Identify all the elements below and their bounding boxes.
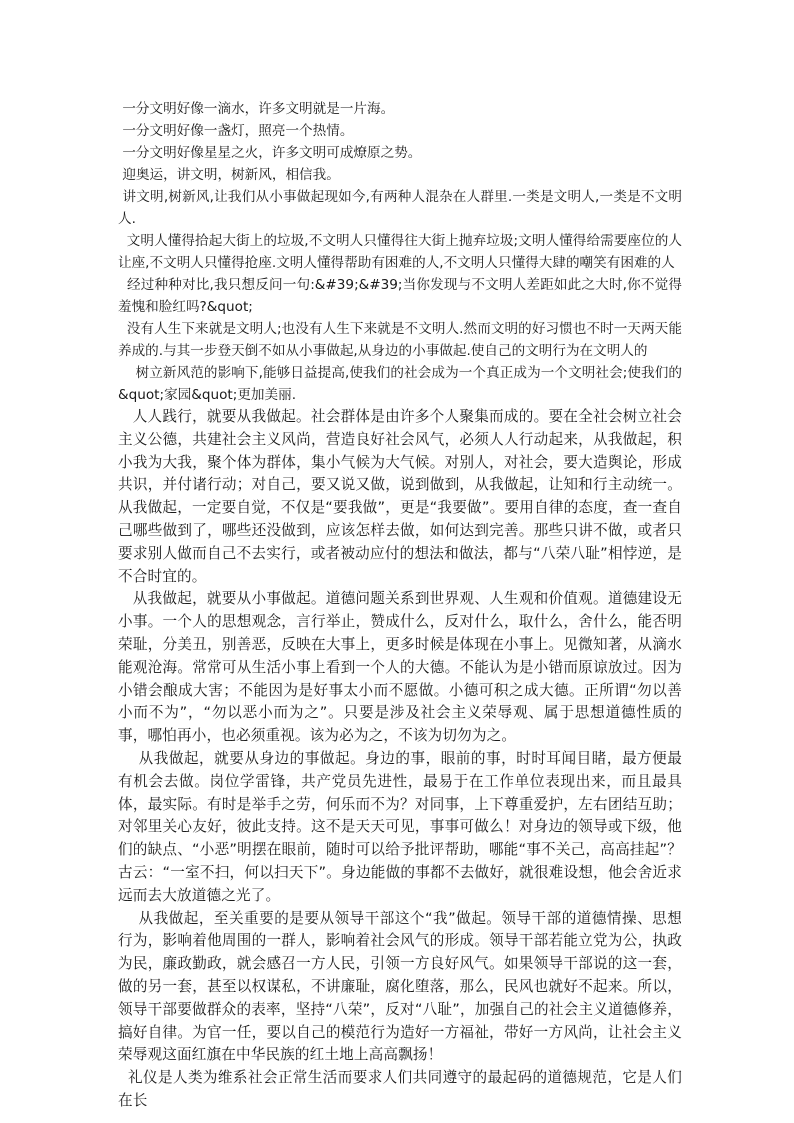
paragraph-2: 一分文明好像一盏灯，照亮一个热情。 [118, 123, 354, 139]
paragraph-11: 从我做起，就要从小事做起。道德问题关系到世界观、人生观和价值观。道德建设无小事。一个人的思想观念，言行举止，赞成什么，反对什么，取什么，舍什么，能否明荣耻，分美丑，别善恶，反映在大事上，更多时候是体现在小事上。见微知著，从滴水能观沧海。常常可从生活小事上看到一个人的大德。不能认为是小错而原谅放过。因为小错会酿成大害；不能因为是好事太小而不愿做。小德可积之成大德。正所谓“勿以善小而不为”，“勿以恶小而为之”。只要是涉及社会主义荣辱观、属于思想道德性质的事，哪怕再小，也必须重视。该为必为之，不该为切勿为之。 [118, 590, 682, 745]
paragraph-5: 讲文明,树新风,让我们从小事做起现如今,有两种人混杂在人群里.一类是文明人,一类是不文明人. [118, 189, 683, 227]
paragraph-13: 从我做起，至关重要的是要从领导干部这个“我”做起。领导干部的道德情操、思想行为，影响着他周围的一群人，影响着社会风气的形成。领导干部若能立党为公，执政为民，廉政勤政，就会感召一方人民，引领一方良好风气。如果领导干部说的这一套，做的另一套，甚至以权谋私，不讲廉耻，腐化堕落，那么，民风也就好不起来。所以，领导干部要做群众的表率，坚持“八荣”，反对“八耻”，加强自己的社会主义道德修养，搞好自律。为官一任，要以自己的模范行为造好一方福祉，带好一方风尚，让社会主义荣辱观这面红旗在中华民族的红土地上高高飘扬！ [118, 909, 682, 1064]
paragraph-1: 一分文明好像一滴水，许多文明就是一片海。 [118, 101, 395, 117]
paragraph-14: 礼仪是人类为维系社会正常生活而要求人们共同遵守的最起码的道德规范，它是人们在长 [118, 1069, 682, 1109]
paragraph-4: 迎奥运，讲文明，树新风，相信我。 [118, 167, 340, 183]
paragraph-8: 没有人生下来就是文明人;也没有人生下来就是不文明人.然而文明的好习惯也不时一天两天能养成的.与其一步登天倒不如从小事做起,从身边的小事做起.使自己的文明行为在文明人的 [118, 321, 682, 359]
document-body [118, 98, 682, 1113]
paragraph-10: 人人践行，就要从我做起。社会群体是由许多个人聚集而成的。要在全社会树立社会主义公德，共建社会主义风尚，营造良好社会风气，必须人人行动起来，从我做起，积小我为大我，聚个体为群体，集小气候为大气候。对别人，对社会，要大造舆论，形成共识，并付诸行动；对自己，要又说又做，说到做到，从我做起，让知和行主动统一。从我做起，一定要自觉，不仅是“要我做”，更是“我要做”。要用自律的态度，查一查自己哪些做到了，哪些还没做到，应该怎样去做，如何达到完善。那些只讲不做，或者只要求别人做而自己不去实行，或者被动应付的想法和做法，都与“八荣八耻”相悖逆，是不合时宜的。 [118, 408, 682, 585]
paragraph-3: 一分文明好像星星之火，许多文明可成燎原之势。 [118, 145, 422, 161]
paragraph-12: 从我做起，就要从身边的事做起。身边的事，眼前的事，时时耳闻目睹，最方便最有机会去做。岗位学雷锋，共产党员先进性，最易于在工作单位表现出来，而且最具体，最实际。有时是举手之劳，何乐而不为？对同事，上下尊重爱护，左右团结互助；对邻里关心友好，彼此支持。这不是天天可见，事事可做么！对身边的领导或下级，他们的缺点、“小恶”明摆在眼前，随时可以给予批评帮助，哪能“事不关己，高高挂起”？古云：“一室不扫，何以扫天下”。身边能做的事都不去做好，就很难设想，他会舍近求远而去大放道德之光了。 [118, 749, 683, 904]
paragraph-9: 树立新风范的影响下,能够日益提高,使我们的社会成为一个真正成为一个文明社会;使我们的&quot;家园&quot;更加美丽. [118, 365, 682, 403]
paragraph-6: 文明人懂得拾起大街上的垃圾,不文明人只懂得往大街上抛弃垃圾;文明人懂得给需要座位的人让座,不文明人只懂得抢座.文明人懂得帮助有困难的人,不文明人只懂得大肆的嘲笑有困难的人 [118, 233, 682, 271]
paragraph-7: 经过种种对比,我只想反问一句:&#39;&#39;当你发现与不文明人差距如此之大时,你不觉得羞愧和脸红吗?&quot; [118, 277, 682, 315]
